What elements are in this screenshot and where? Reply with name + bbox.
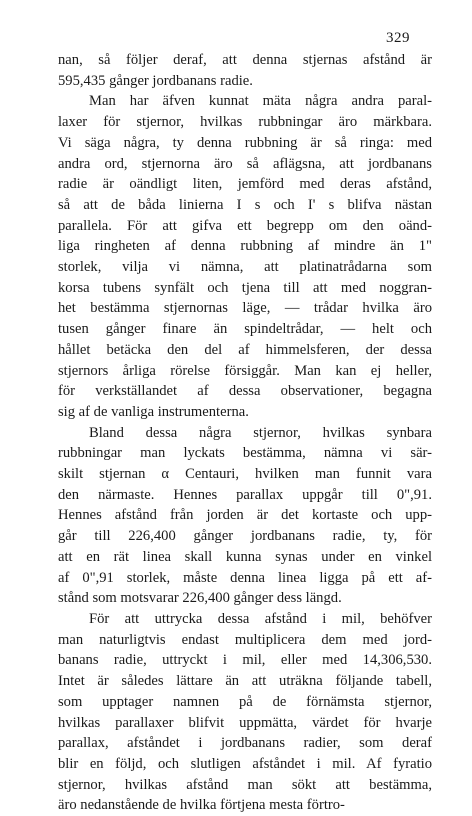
text-line: rubbningar man lyckats bestämma, nämna vi sär- — [58, 445, 432, 462]
text-line: liga ringheten af denna rubbning af mindre än 1" — [58, 238, 432, 255]
text-line: tusen gånger finare än spindeltrådar, — helt och — [58, 321, 432, 338]
text-line: storlek, vilja vi nämna, att platinatrådarna som — [58, 259, 432, 276]
text-line: 595,435 gånger jordbanans radie. — [58, 72, 253, 89]
text-line: Intet är således lättare än att uträkna följande tabell, — [58, 673, 432, 690]
text-line: laxer för stjernor, hvilkas rubbningar äro märkbara. — [58, 114, 432, 131]
text-line: Vi säga några, ty denna rubbning är så ringa: med — [58, 134, 432, 151]
text-line: stånd som motsvarar 226,400 gånger dess längd. — [58, 590, 342, 607]
text-line: hållet betäcka den del af himmelsferen, der dessa — [58, 341, 432, 358]
text-line: parallela. För att gifva ett begrepp om den oänd- — [58, 217, 432, 234]
text-line: för verkställandet af dessa observationer, begagna — [58, 383, 432, 400]
text-line: går till 226,400 gånger jordbanans radie, ty, för — [58, 528, 432, 545]
text-line: nan, så följer deraf, att denna stjernas afstånd är — [58, 52, 432, 68]
text-line: stjernor, hvilkas afstånd man sökt att bestämma, — [58, 776, 432, 793]
text-line: stjernors årliga rörelse försiggår. Man kan ej heller, — [58, 362, 432, 379]
text-line: af 0",91 storlek, måste denna linea ligga på ett af- — [58, 569, 432, 586]
text-line: För att uttrycka dessa afstånd i mil, behöfver — [89, 610, 432, 627]
text-line: het bestämma stjernornas läge, — trådar hvilka äro — [58, 300, 432, 317]
text-line: banans radie, uttryckt i mil, eller med 14,306,530. — [58, 652, 432, 669]
paragraph — [58, 423, 432, 609]
text-line: sig af de vanliga instrumenterna. — [58, 403, 249, 420]
text-line: så att de båda linierna I s och I' s blifva nästan — [58, 196, 432, 213]
text-line: den närmaste. Hennes parallax uppgår till 0",91. — [58, 486, 432, 503]
text-line: skilt stjernan α Centauri, hvilken man funnit vara — [58, 466, 432, 483]
text-line: korsa tubens synfält och tjena till att med noggran- — [58, 279, 432, 296]
text-line: andra ord, stjernorna äro så aflägsna, att jordbanans — [58, 155, 432, 172]
text-line: äro nedanstående de hvilka förtjena mesta förtro- — [58, 797, 345, 814]
text-line: Bland dessa några stjernor, hvilkas synbara — [89, 424, 432, 441]
text-line: som upptager namnen på de förnämsta stjernor, — [58, 693, 432, 710]
text-line: att en rät linea skall kunna synas under en vinkel — [58, 548, 432, 565]
text-line: hvilkas parallaxer blifvit uppmätta, värdet för hvarje — [58, 714, 432, 731]
page-number: 329 — [386, 30, 410, 46]
paragraph — [58, 50, 432, 91]
text-line: radie är oändligt liten, jemförd med deras afstånd, — [58, 176, 432, 193]
text-line: Hennes afstånd från jorden är det kortaste och upp- — [58, 507, 432, 524]
text-line: Man har äfven kunnat mäta några andra paral- — [89, 93, 432, 110]
body-text — [58, 50, 432, 816]
paragraph — [58, 609, 432, 816]
text-line: man naturligtvis endast multiplicera dem med jord- — [58, 631, 432, 648]
text-line: blir en följd, och slutligen afståndet i mil. Af fyratio — [58, 755, 432, 772]
text-line: parallax, afståndet i jordbanans radier, som deraf — [58, 735, 432, 752]
paragraph — [58, 91, 432, 422]
